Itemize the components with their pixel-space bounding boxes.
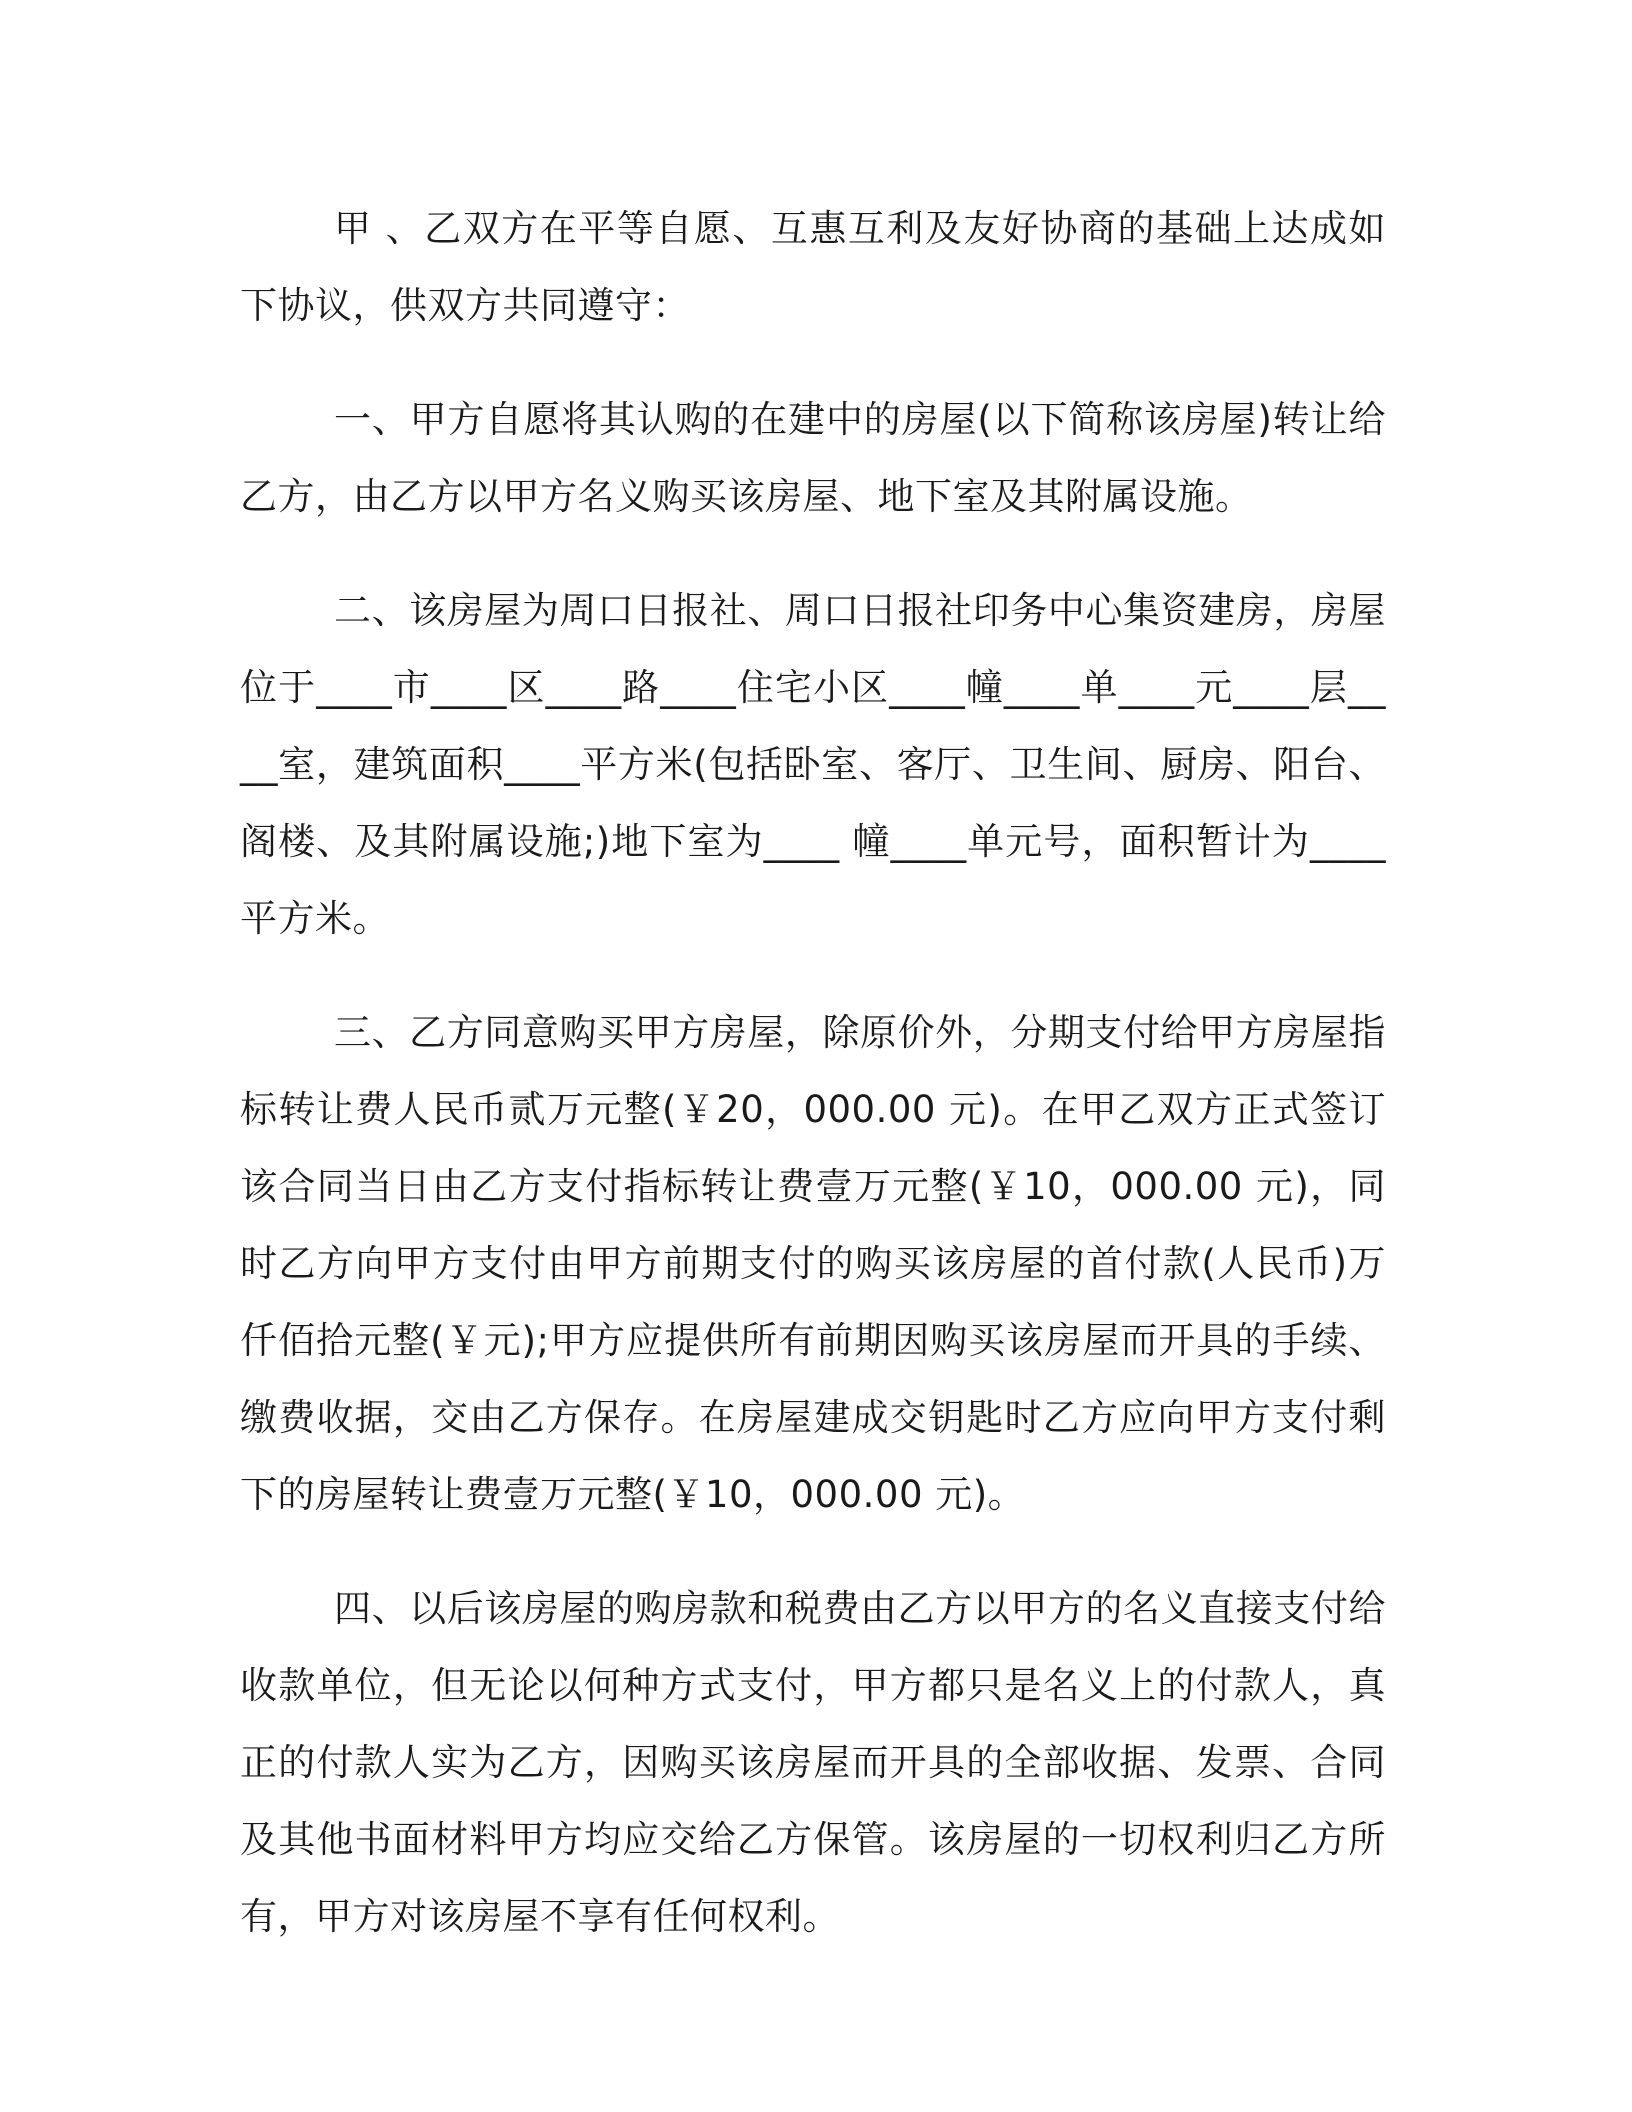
paragraph-clause-2: 二、该房屋为周口日报社、周口日报社印务中心集资建房，房屋位于____市____区____路____住宅小区____幢____单____元____层____室，建筑面积____平方米(包括卧室、客厅、卫生间、厨房、阳台、阁楼、及其附属设施;)地下室为____ 幢____单元号，面积暂计为____平方米。 <box>240 589 1386 940</box>
paragraph-preamble: 甲 、乙双方在平等自愿、互惠互利及友好协商的基础上达成如下协议，供双方共同遵守： <box>240 207 1386 327</box>
paragraph-clause-4: 四、以后该房屋的购房款和税费由乙方以甲方的名义直接支付给收款单位，但无论以何种方式支付，甲方都只是名义上的付款人，真正的付款人实为乙方，因购买该房屋而开具的全部收据、发票、合同及其他书面材料甲方均应交给乙方保管。该房屋的一切权利归乙方所有，甲方对该房屋不享有任何权利。 <box>240 1587 1386 1938</box>
paragraph-clause-3: 三、乙方同意购买甲方房屋，除原价外，分期支付给甲方房屋指标转让费人民币贰万元整(￥20，000.00 元)。在甲乙双方正式签订该合同当日由乙方支付指标转让费壹万元整(￥10，000.00 元)，同时乙方向甲方支付由甲方前期支付的购买该房屋的首付款(人民币)万仟佰拾元整(￥元);甲方应提供所有前期因购买该房屋而开具的手续、缴费收据，交由乙方保存。在房屋建成交钥匙时乙方应向甲方支付剩下的房屋转让费壹万元整(￥10，000.00 元)。 <box>240 1011 1386 1516</box>
contract-body <box>240 190 1386 1992</box>
paragraph-clause-1: 一、甲方自愿将其认购的在建中的房屋(以下简称该房屋)转让给乙方，由乙方以甲方名义购买该房屋、地下室及其附属设施。 <box>240 398 1386 518</box>
